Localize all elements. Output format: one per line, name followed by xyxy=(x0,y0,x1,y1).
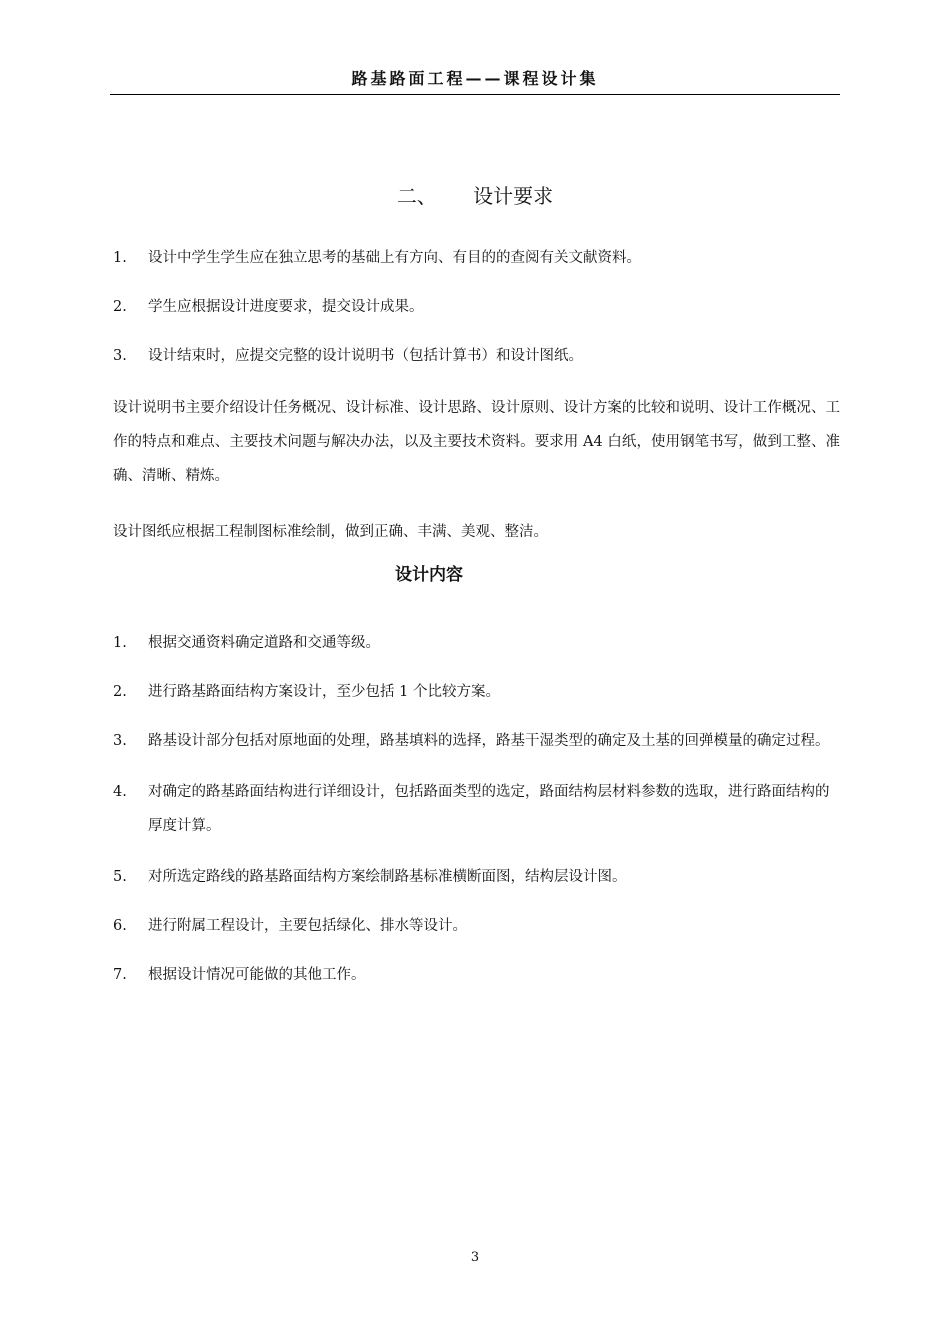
list-item-number: 3. xyxy=(113,733,127,749)
list-item-number: 1. xyxy=(113,635,127,651)
list-item xyxy=(113,290,843,324)
list-item-text: 进行路基路面结构方案设计，至少包括 1 个比较方案。 xyxy=(148,684,500,700)
list-item-number: 7. xyxy=(113,967,127,983)
page-number: 3 xyxy=(470,1250,480,1265)
section-title xyxy=(0,180,950,212)
paragraph-spec-description: 设计说明书主要介绍设计任务概况、设计标准、设计思路、设计原则、设计方案的比较和说明、设计工作概况、工作的特点和难点、主要技术问题与解决办法，以及主要技术资料。要求用 A4 白纸，使用钢笔书写，做到工整、准确、清晰、精炼。 xyxy=(113,400,840,484)
requirements-list xyxy=(113,241,843,373)
list-item-number: 2. xyxy=(113,299,127,315)
list-item xyxy=(113,958,843,992)
list-item xyxy=(113,675,843,709)
list-item-text: 学生应根据设计进度要求，提交设计成果。 xyxy=(148,299,424,315)
list-item xyxy=(113,860,843,894)
list-item-text: 根据交通资料确定道路和交通等级。 xyxy=(148,635,380,651)
section-title-text: 设计要求 xyxy=(473,184,554,208)
list-item xyxy=(113,775,843,843)
list-item xyxy=(113,724,843,758)
list-item-number: 4. xyxy=(113,784,127,800)
content-heading: 设计内容 xyxy=(395,565,463,585)
list-item-text: 设计中学生学生应在独立思考的基础上有方向、有目的的查阅有关文献资料。 xyxy=(148,250,641,266)
list-item-number: 3. xyxy=(113,348,127,364)
list-item-text: 对所选定路线的路基路面结构方案绘制路基标准横断面图，结构层设计图。 xyxy=(148,869,627,885)
list-item-text: 对确定的路基路面结构进行详细设计，包括路面类型的选定，路面结构层材料参数的选取，进行路面结构的厚度计算。 xyxy=(148,784,830,834)
list-item-number: 6. xyxy=(113,918,127,934)
header-divider xyxy=(110,94,840,95)
list-item-number: 1. xyxy=(113,250,127,266)
list-item-text: 进行附属工程设计，主要包括绿化、排水等设计。 xyxy=(148,918,467,934)
running-header: 路基路面工程——课程设计集 xyxy=(351,69,599,88)
list-item xyxy=(113,626,843,660)
section-number: 二、 xyxy=(396,184,437,208)
list-item-text: 路基设计部分包括对原地面的处理，路基填料的选择，路基干湿类型的确定及土基的回弹模量的确定过程。 xyxy=(148,733,830,749)
list-item-text: 设计结束时，应提交完整的设计说明书（包括计算书）和设计图纸。 xyxy=(148,348,583,364)
list-item-number: 2. xyxy=(113,684,127,700)
contents-list xyxy=(113,626,843,992)
list-item xyxy=(113,241,843,275)
list-item xyxy=(113,339,843,373)
list-item xyxy=(113,909,843,943)
list-item-number: 5. xyxy=(113,869,127,885)
list-item-text: 根据设计情况可能做的其他工作。 xyxy=(148,967,366,983)
paragraph-drawing-requirements: 设计图纸应根据工程制图标准绘制，做到正确、丰满、美观、整洁。 xyxy=(113,524,548,540)
